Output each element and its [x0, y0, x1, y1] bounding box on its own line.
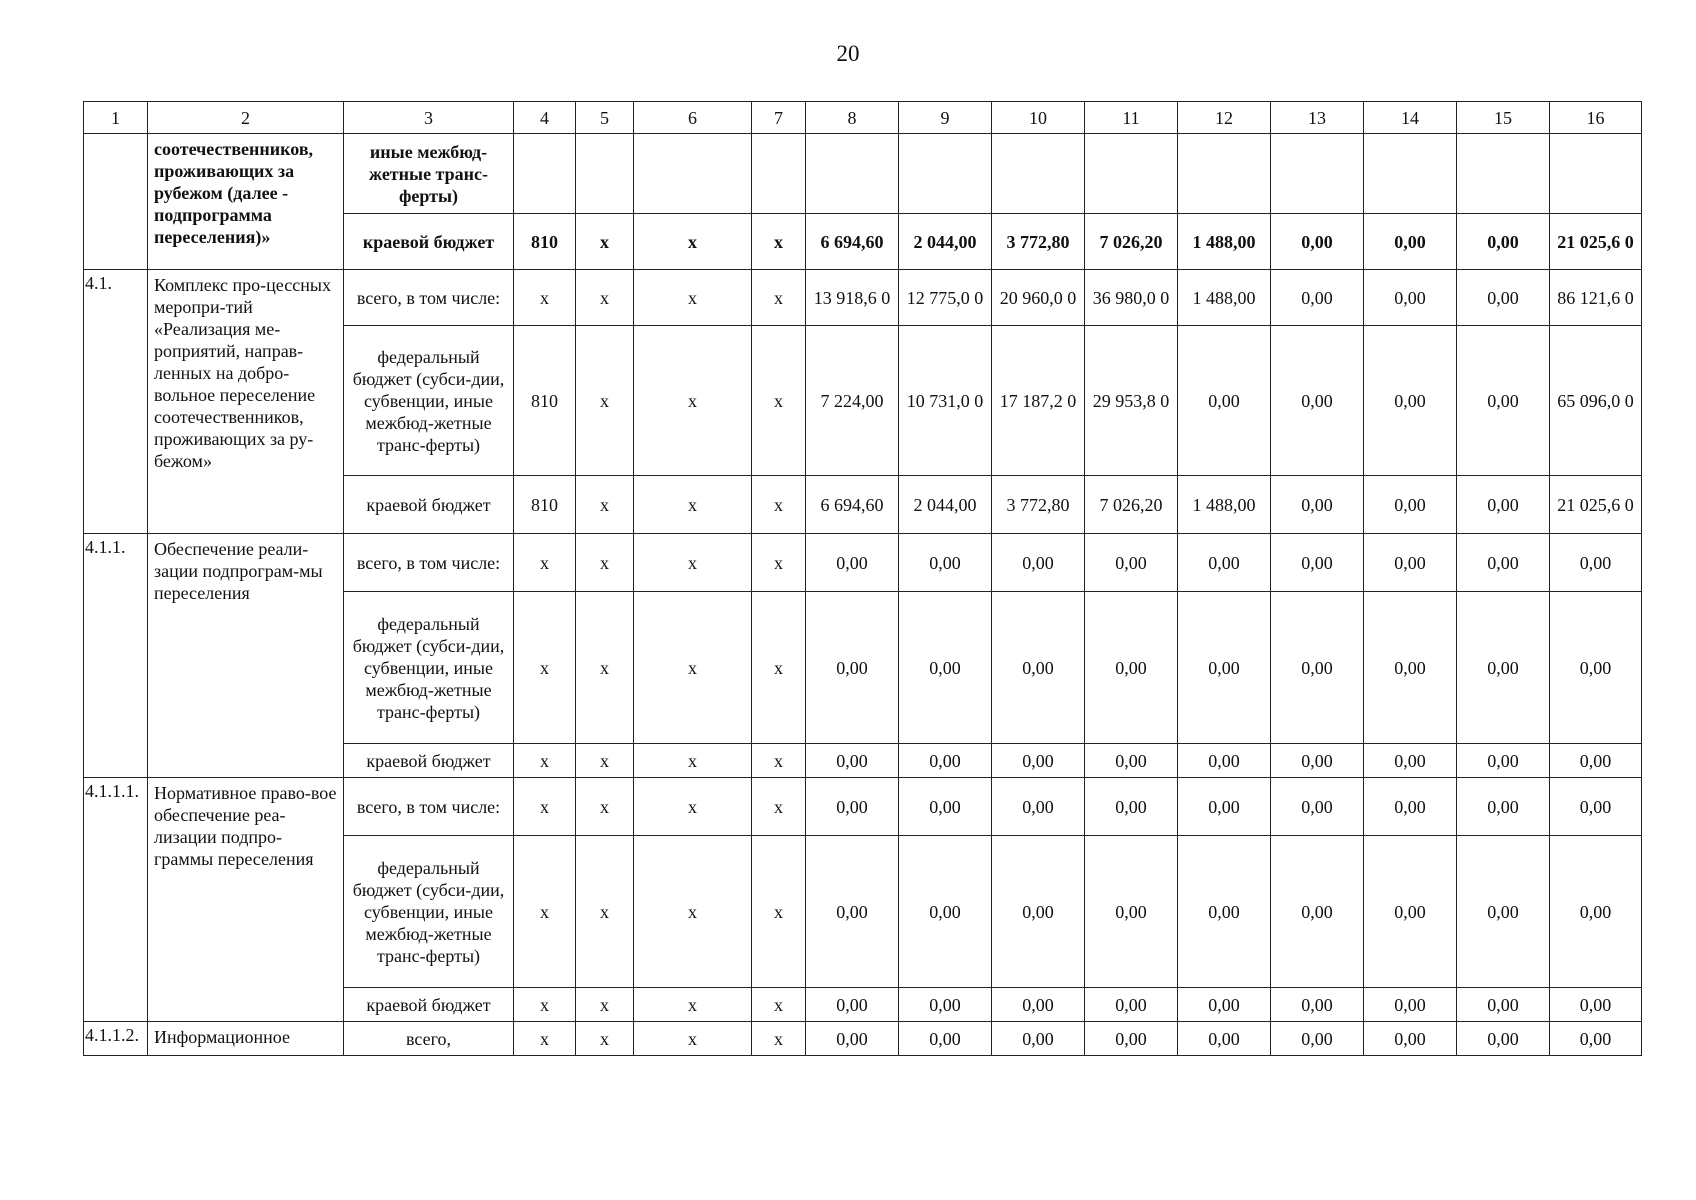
- value-cell: 0,00: [992, 778, 1085, 836]
- value-cell: x: [752, 1022, 806, 1056]
- value-cell: 0,00: [1457, 988, 1550, 1022]
- value-cell: x: [752, 836, 806, 988]
- source-cell: краевой бюджет: [344, 744, 514, 778]
- value-cell: 0,00: [1271, 270, 1364, 326]
- value-cell: x: [634, 592, 752, 744]
- value-cell: 12 775,0 0: [899, 270, 992, 326]
- value-cell: x: [576, 988, 634, 1022]
- value-cell: 0,00: [1550, 534, 1642, 592]
- column-header: 2: [148, 102, 344, 134]
- value-cell: 0,00: [806, 592, 899, 744]
- row-name-cell: соотечественников, проживающих за рубежом (далее - подпрограмма переселения)»: [148, 134, 344, 270]
- value-cell: 0,00: [1271, 214, 1364, 270]
- value-cell: 0,00: [1550, 778, 1642, 836]
- value-cell: 0,00: [1178, 534, 1271, 592]
- value-cell: 0,00: [992, 1022, 1085, 1056]
- column-header: 5: [576, 102, 634, 134]
- value-cell: 0,00: [1364, 836, 1457, 988]
- value-cell: [899, 134, 992, 214]
- row-name-cell: Комплекс про-цессных меропри-тий «Реализация ме-роприятий, направ-ленных на добро-вольное переселение соотечественников, проживающих за ру-бежом»: [148, 270, 344, 534]
- row-name-cell: Обеспечение реали-зации подпрограм-мы переселения: [148, 534, 344, 778]
- value-cell: 0,00: [992, 744, 1085, 778]
- value-cell: 0,00: [992, 836, 1085, 988]
- value-cell: x: [752, 326, 806, 476]
- value-cell: 0,00: [806, 1022, 899, 1056]
- value-cell: 2 044,00: [899, 476, 992, 534]
- source-cell: всего,: [344, 1022, 514, 1056]
- value-cell: x: [576, 1022, 634, 1056]
- value-cell: x: [514, 744, 576, 778]
- value-cell: x: [752, 592, 806, 744]
- value-cell: 1 488,00: [1178, 270, 1271, 326]
- source-cell: краевой бюджет: [344, 214, 514, 270]
- value-cell: x: [634, 1022, 752, 1056]
- value-cell: 0,00: [1364, 270, 1457, 326]
- column-header: 10: [992, 102, 1085, 134]
- value-cell: 20 960,0 0: [992, 270, 1085, 326]
- value-cell: 0,00: [1271, 326, 1364, 476]
- value-cell: [576, 134, 634, 214]
- value-cell: x: [576, 534, 634, 592]
- budget-table: [83, 101, 1642, 1056]
- value-cell: 0,00: [1364, 744, 1457, 778]
- value-cell: x: [634, 534, 752, 592]
- column-header: 1: [84, 102, 148, 134]
- value-cell: 2 044,00: [899, 214, 992, 270]
- value-cell: 0,00: [1457, 744, 1550, 778]
- value-cell: 0,00: [1085, 988, 1178, 1022]
- column-header: 16: [1550, 102, 1642, 134]
- value-cell: 3 772,80: [992, 214, 1085, 270]
- value-cell: x: [514, 1022, 576, 1056]
- value-cell: 0,00: [1178, 744, 1271, 778]
- value-cell: [1550, 134, 1642, 214]
- column-header: 9: [899, 102, 992, 134]
- source-cell: всего, в том числе:: [344, 534, 514, 592]
- value-cell: 0,00: [899, 1022, 992, 1056]
- value-cell: 0,00: [1364, 592, 1457, 744]
- value-cell: x: [634, 214, 752, 270]
- value-cell: 0,00: [1085, 778, 1178, 836]
- value-cell: 0,00: [1457, 778, 1550, 836]
- column-header: 6: [634, 102, 752, 134]
- value-cell: [634, 134, 752, 214]
- value-cell: 10 731,0 0: [899, 326, 992, 476]
- row-number-cell: 4.1.1.1.: [84, 778, 148, 1022]
- value-cell: 6 694,60: [806, 476, 899, 534]
- column-header: 12: [1178, 102, 1271, 134]
- source-cell: федеральный бюджет (субси-дии, субвенции, иные межбюд-жетные транс-ферты): [344, 326, 514, 476]
- value-cell: 21 025,6 0: [1550, 476, 1642, 534]
- value-cell: 0,00: [1085, 592, 1178, 744]
- value-cell: [992, 134, 1085, 214]
- value-cell: x: [634, 326, 752, 476]
- column-header: 11: [1085, 102, 1178, 134]
- value-cell: 1 488,00: [1178, 214, 1271, 270]
- value-cell: 0,00: [1085, 1022, 1178, 1056]
- value-cell: [1178, 134, 1271, 214]
- value-cell: 0,00: [1457, 836, 1550, 988]
- value-cell: 13 918,6 0: [806, 270, 899, 326]
- row-name-cell: Информационное: [148, 1022, 344, 1056]
- value-cell: [752, 134, 806, 214]
- value-cell: 0,00: [1457, 1022, 1550, 1056]
- value-cell: x: [752, 476, 806, 534]
- value-cell: 0,00: [1364, 534, 1457, 592]
- value-cell: 17 187,2 0: [992, 326, 1085, 476]
- value-cell: x: [634, 744, 752, 778]
- value-cell: 0,00: [1271, 836, 1364, 988]
- value-cell: 0,00: [1178, 1022, 1271, 1056]
- value-cell: x: [752, 778, 806, 836]
- value-cell: 0,00: [1085, 744, 1178, 778]
- value-cell: 1 488,00: [1178, 476, 1271, 534]
- value-cell: 0,00: [899, 534, 992, 592]
- value-cell: 0,00: [806, 988, 899, 1022]
- value-cell: x: [634, 778, 752, 836]
- value-cell: x: [514, 270, 576, 326]
- value-cell: [1364, 134, 1457, 214]
- column-header: 15: [1457, 102, 1550, 134]
- value-cell: 0,00: [1271, 534, 1364, 592]
- value-cell: x: [752, 214, 806, 270]
- value-cell: 0,00: [1178, 326, 1271, 476]
- value-cell: 0,00: [899, 778, 992, 836]
- table-row: [84, 1022, 1642, 1056]
- value-cell: 0,00: [1178, 836, 1271, 988]
- value-cell: 36 980,0 0: [1085, 270, 1178, 326]
- row-number-cell: 4.1.1.2.: [84, 1022, 148, 1056]
- value-cell: 0,00: [1178, 988, 1271, 1022]
- value-cell: x: [576, 476, 634, 534]
- value-cell: [514, 134, 576, 214]
- value-cell: x: [752, 744, 806, 778]
- table-row: [84, 534, 1642, 592]
- value-cell: 0,00: [806, 836, 899, 988]
- source-cell: краевой бюджет: [344, 476, 514, 534]
- value-cell: 0,00: [1457, 214, 1550, 270]
- source-cell: всего, в том числе:: [344, 270, 514, 326]
- value-cell: 0,00: [1457, 476, 1550, 534]
- value-cell: 7 026,20: [1085, 214, 1178, 270]
- value-cell: 0,00: [1271, 778, 1364, 836]
- value-cell: 0,00: [1550, 592, 1642, 744]
- value-cell: 0,00: [1550, 988, 1642, 1022]
- value-cell: 0,00: [1271, 1022, 1364, 1056]
- value-cell: x: [576, 836, 634, 988]
- value-cell: 0,00: [1178, 592, 1271, 744]
- value-cell: x: [514, 534, 576, 592]
- source-cell: иные межбюд-жетные транс-ферты): [344, 134, 514, 214]
- value-cell: x: [576, 778, 634, 836]
- value-cell: x: [752, 988, 806, 1022]
- column-header-row: [84, 102, 1642, 134]
- value-cell: 6 694,60: [806, 214, 899, 270]
- value-cell: 0,00: [1364, 1022, 1457, 1056]
- row-name-cell: Нормативное право-вое обеспечение реа-лизации подпро-граммы переселения: [148, 778, 344, 1022]
- value-cell: [1457, 134, 1550, 214]
- value-cell: 0,00: [806, 534, 899, 592]
- column-header: 3: [344, 102, 514, 134]
- value-cell: 29 953,8 0: [1085, 326, 1178, 476]
- value-cell: x: [514, 778, 576, 836]
- row-number-cell: 4.1.: [84, 270, 148, 534]
- value-cell: x: [576, 592, 634, 744]
- value-cell: 0,00: [1178, 778, 1271, 836]
- value-cell: 810: [514, 326, 576, 476]
- value-cell: 0,00: [1457, 270, 1550, 326]
- value-cell: 0,00: [899, 836, 992, 988]
- value-cell: 0,00: [1085, 836, 1178, 988]
- value-cell: 0,00: [1085, 534, 1178, 592]
- source-cell: всего, в том числе:: [344, 778, 514, 836]
- value-cell: x: [576, 326, 634, 476]
- value-cell: 0,00: [806, 778, 899, 836]
- source-cell: краевой бюджет: [344, 988, 514, 1022]
- value-cell: 0,00: [1550, 744, 1642, 778]
- column-header: 4: [514, 102, 576, 134]
- row-number-cell: 4.1.1.: [84, 534, 148, 778]
- value-cell: 0,00: [1364, 778, 1457, 836]
- value-cell: 86 121,6 0: [1550, 270, 1642, 326]
- value-cell: 0,00: [899, 744, 992, 778]
- value-cell: 810: [514, 476, 576, 534]
- value-cell: x: [634, 476, 752, 534]
- value-cell: 0,00: [1271, 476, 1364, 534]
- value-cell: 0,00: [1271, 744, 1364, 778]
- value-cell: 0,00: [1364, 326, 1457, 476]
- table-row: [84, 270, 1642, 326]
- value-cell: 65 096,0 0: [1550, 326, 1642, 476]
- value-cell: 0,00: [899, 988, 992, 1022]
- value-cell: 0,00: [992, 592, 1085, 744]
- column-header: 7: [752, 102, 806, 134]
- value-cell: x: [576, 744, 634, 778]
- value-cell: 0,00: [1364, 214, 1457, 270]
- source-cell: федеральный бюджет (субси-дии, субвенции, иные межбюд-жетные транс-ферты): [344, 836, 514, 988]
- value-cell: 0,00: [1457, 534, 1550, 592]
- value-cell: x: [634, 836, 752, 988]
- page-number: 20: [836, 41, 860, 66]
- value-cell: x: [634, 988, 752, 1022]
- value-cell: x: [752, 270, 806, 326]
- value-cell: x: [576, 270, 634, 326]
- value-cell: 0,00: [899, 592, 992, 744]
- value-cell: x: [752, 534, 806, 592]
- value-cell: 0,00: [992, 534, 1085, 592]
- table-row: [84, 134, 1642, 214]
- value-cell: 7 026,20: [1085, 476, 1178, 534]
- row-number-cell: [84, 134, 148, 270]
- value-cell: 7 224,00: [806, 326, 899, 476]
- value-cell: 0,00: [1364, 988, 1457, 1022]
- value-cell: [1085, 134, 1178, 214]
- value-cell: 21 025,6 0: [1550, 214, 1642, 270]
- value-cell: 0,00: [992, 988, 1085, 1022]
- table-row: [84, 778, 1642, 836]
- column-header: 14: [1364, 102, 1457, 134]
- source-cell: федеральный бюджет (субси-дии, субвенции, иные межбюд-жетные транс-ферты): [344, 592, 514, 744]
- value-cell: 0,00: [1457, 592, 1550, 744]
- value-cell: 0,00: [806, 744, 899, 778]
- value-cell: [1271, 134, 1364, 214]
- value-cell: 0,00: [1271, 988, 1364, 1022]
- value-cell: [806, 134, 899, 214]
- column-header: 8: [806, 102, 899, 134]
- value-cell: 3 772,80: [992, 476, 1085, 534]
- value-cell: 0,00: [1364, 476, 1457, 534]
- value-cell: 810: [514, 214, 576, 270]
- value-cell: 0,00: [1457, 326, 1550, 476]
- value-cell: 0,00: [1271, 592, 1364, 744]
- value-cell: 0,00: [1550, 836, 1642, 988]
- value-cell: x: [634, 270, 752, 326]
- value-cell: x: [514, 988, 576, 1022]
- value-cell: x: [514, 836, 576, 988]
- column-header: 13: [1271, 102, 1364, 134]
- value-cell: 0,00: [1550, 1022, 1642, 1056]
- value-cell: x: [576, 214, 634, 270]
- value-cell: x: [514, 592, 576, 744]
